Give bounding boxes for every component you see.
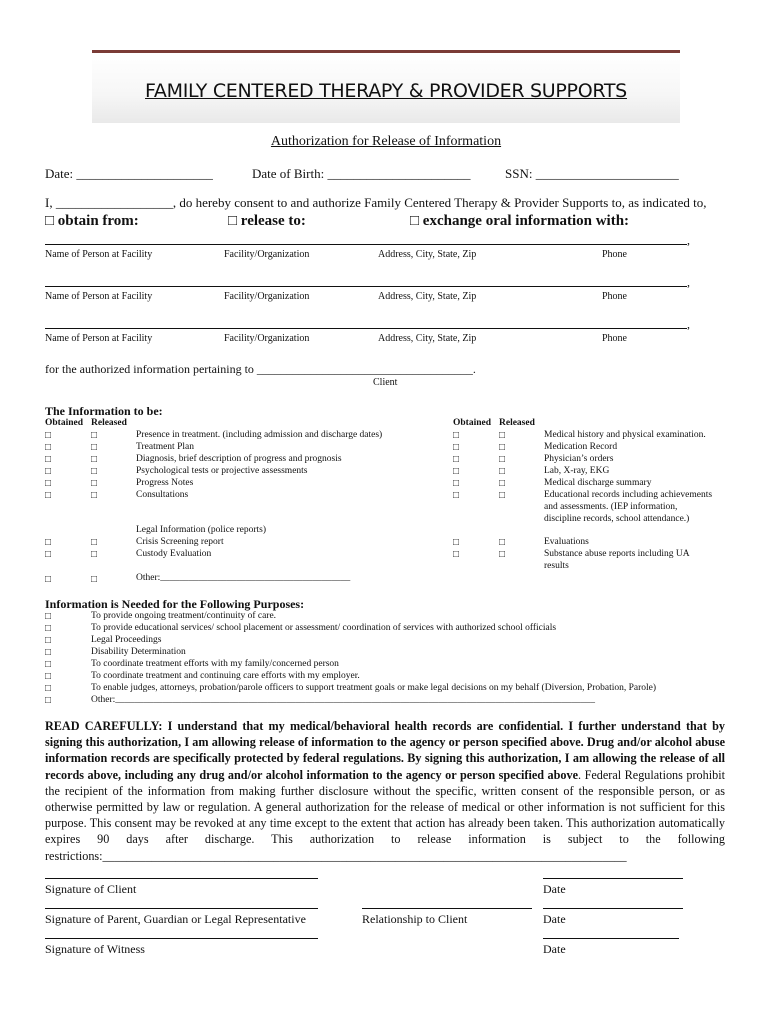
obtained-checkbox[interactable]: □ — [45, 574, 52, 585]
info-item: Educational records including achievements — [544, 490, 713, 500]
purpose-item: To provide educational services/ school placement or assessment/ coordination of services with authorized school officials — [91, 623, 557, 633]
contact-line-2[interactable] — [45, 286, 687, 287]
obtained-checkbox[interactable]: □ — [45, 490, 52, 501]
contact-line-1[interactable] — [45, 244, 687, 245]
consent-line[interactable]: I, __________________, do hereby consent to and authorize Family Centered Therapy & Provider Supports to, as indicated to, — [45, 195, 707, 210]
obtained-checkbox[interactable]: □ — [453, 442, 460, 453]
obtained-checkbox[interactable]: □ — [45, 442, 52, 453]
parent-signature-line[interactable] — [45, 908, 318, 909]
client-label: Client — [373, 377, 398, 388]
phone-label: Phone — [602, 249, 627, 260]
witness-signature-line[interactable] — [45, 938, 318, 939]
date-field[interactable]: Date: _____________________ — [45, 166, 213, 181]
obtained-checkbox[interactable]: □ — [45, 537, 52, 548]
released-checkbox[interactable]: □ — [499, 490, 506, 501]
obtained-checkbox[interactable]: □ — [45, 430, 52, 441]
name-label: Name of Person at Facility — [45, 291, 153, 302]
info-item: Treatment Plan — [136, 442, 194, 452]
name-label: Name of Person at Facility — [45, 333, 153, 344]
dob-field[interactable]: Date of Birth: ______________________ — [252, 166, 471, 181]
phone-label: Phone — [602, 291, 627, 302]
info-item: discipline records, school attendance.) — [544, 514, 690, 524]
obtained-checkbox[interactable]: □ — [45, 454, 52, 465]
info-item: Progress Notes — [136, 478, 194, 488]
name-label: Name of Person at Facility — [45, 249, 153, 260]
obtained-checkbox[interactable]: □ — [453, 537, 460, 548]
client-date-line[interactable] — [543, 878, 683, 879]
release-to-checkbox[interactable]: □ release to: — [228, 213, 306, 229]
obtained-checkbox[interactable]: □ — [453, 549, 460, 560]
purpose-item: To coordinate treatment and continuing care efforts with my employer. — [91, 671, 360, 681]
facility-label: Facility/Organization — [224, 249, 310, 260]
address-label: Address, City, State, Zip — [378, 249, 477, 260]
page-title: FAMILY CENTERED THERAPY & PROVIDER SUPPORTS — [145, 80, 627, 102]
purpose-checkbox[interactable]: □ — [45, 695, 52, 706]
purpose-checkbox[interactable]: □ — [45, 659, 52, 670]
released-checkbox[interactable]: □ — [499, 442, 506, 453]
address-label: Address, City, State, Zip — [378, 333, 477, 344]
info-item: Presence in treatment. (including admission and discharge dates) — [136, 430, 383, 440]
comma: , — [687, 275, 690, 289]
info-item: results — [544, 561, 569, 571]
phone-label: Phone — [602, 333, 627, 344]
info-heading: The Information to be: — [45, 404, 163, 418]
client-signature-label: Signature of Client — [45, 882, 137, 896]
obtained-checkbox[interactable]: □ — [453, 430, 460, 441]
released-checkbox[interactable]: □ — [499, 537, 506, 548]
released-checkbox[interactable]: □ — [91, 442, 98, 453]
purpose-item: Legal Proceedings — [91, 635, 162, 645]
facility-label: Facility/Organization — [224, 333, 310, 344]
purposes-heading: Information is Needed for the Following Purposes: — [45, 597, 305, 611]
released-checkbox[interactable]: □ — [91, 430, 98, 441]
obtained-checkbox[interactable]: □ — [453, 478, 460, 489]
released-checkbox[interactable]: □ — [91, 537, 98, 548]
purpose-checkbox[interactable]: □ — [45, 647, 52, 658]
info-item: Medical discharge summary — [544, 478, 652, 488]
released-checkbox[interactable]: □ — [91, 466, 98, 477]
obtained-checkbox[interactable]: □ — [453, 466, 460, 477]
read-carefully-text: . Federal Regulations prohibit the recipient of the information from making further disclosure without the specific, written consent of the responsible person, or as otherwise permitted by law or regulation. A general authorization for the release of medical or other information is not sufficient for this purpose. This consent may be revoked at any time except to the extent that action has already been taken. This authorization automatically expires 90 days after discharge. This authorization to release information is subject to the following restrictions:______________________________________________________________________________________ — [45, 767, 725, 863]
comma: , — [687, 317, 690, 331]
released-col-header: Released — [91, 418, 127, 428]
purpose-checkbox[interactable]: □ — [45, 623, 52, 634]
info-item: Consultations — [136, 490, 189, 500]
ssn-field[interactable]: SSN: ______________________ — [505, 166, 679, 181]
info-item: Legal Information (police reports) — [136, 525, 267, 535]
purpose-checkbox[interactable]: □ — [45, 611, 52, 622]
released-checkbox[interactable]: □ — [91, 574, 98, 585]
relationship-line[interactable] — [362, 908, 532, 909]
info-item: Medical history and physical examination. — [544, 430, 706, 440]
date-label: Date — [543, 882, 566, 896]
released-checkbox[interactable]: □ — [499, 466, 506, 477]
obtained-checkbox[interactable]: □ — [453, 490, 460, 501]
witness-date-line[interactable] — [543, 938, 679, 939]
read-carefully-paragraph — [45, 718, 725, 864]
purpose-item: To enable judges, attorneys, probation/parole officers to support treatment goals or make legal decisions on my behalf (Diversion, Probation, Parole) — [91, 683, 657, 693]
info-item: Crisis Screening report — [136, 537, 224, 547]
released-checkbox[interactable]: □ — [499, 549, 506, 560]
released-checkbox[interactable]: □ — [91, 478, 98, 489]
client-signature-line[interactable] — [45, 878, 318, 879]
obtained-checkbox[interactable]: □ — [45, 549, 52, 560]
purpose-checkbox[interactable]: □ — [45, 683, 52, 694]
purpose-item: Disability Determination — [91, 647, 186, 657]
purpose-item: To coordinate treatment efforts with my family/concerned person — [91, 659, 339, 669]
info-item: Psychological tests or projective assessments — [136, 466, 308, 476]
other-purpose-field[interactable]: Other:_____________________________________________________________________________________________________ — [91, 695, 596, 705]
released-checkbox[interactable]: □ — [91, 454, 98, 465]
form-subtitle: Authorization for Release of Information — [270, 134, 502, 149]
contact-line-3[interactable] — [45, 328, 687, 329]
info-item: Medication Record — [544, 442, 618, 452]
purpose-checkbox[interactable]: □ — [45, 635, 52, 646]
released-checkbox[interactable]: □ — [499, 430, 506, 441]
witness-signature-label: Signature of Witness — [45, 942, 145, 956]
obtain-from-checkbox[interactable]: □ obtain from: — [45, 213, 139, 229]
obtained-checkbox[interactable]: □ — [45, 478, 52, 489]
purpose-item: To provide ongoing treatment/continuity of care. — [91, 611, 277, 621]
relationship-label: Relationship to Client — [362, 912, 468, 926]
address-label: Address, City, State, Zip — [378, 291, 477, 302]
parent-date-line[interactable] — [543, 908, 683, 909]
released-checkbox[interactable]: □ — [91, 549, 98, 560]
obtained-checkbox[interactable]: □ — [453, 454, 460, 465]
pertaining-line[interactable]: for the authorized information pertaining to ____________________________________. — [45, 362, 476, 376]
released-checkbox[interactable]: □ — [499, 454, 506, 465]
info-item: Evaluations — [544, 537, 589, 547]
exchange-oral-checkbox[interactable]: □ exchange oral information with: — [410, 213, 630, 229]
info-item: Physician’s orders — [544, 454, 614, 464]
date-label: Date — [543, 912, 566, 926]
released-col-header: Released — [499, 418, 535, 428]
other-info-field[interactable]: Other:________________________________________ — [136, 573, 351, 583]
released-checkbox[interactable]: □ — [91, 490, 98, 501]
comma: , — [687, 233, 690, 247]
info-item: Custody Evaluation — [136, 549, 212, 559]
obtained-col-header: Obtained — [453, 418, 492, 428]
info-item: and assessments. (IEP information, — [544, 502, 678, 512]
info-item: Diagnosis, brief description of progress and prognosis — [136, 454, 342, 464]
obtained-col-header: Obtained — [45, 418, 84, 428]
released-checkbox[interactable]: □ — [499, 478, 506, 489]
info-item: Lab, X-ray, EKG — [544, 466, 610, 476]
facility-label: Facility/Organization — [224, 291, 310, 302]
parent-signature-label: Signature of Parent, Guardian or Legal Representative — [45, 912, 306, 926]
read-carefully-bold: READ CAREFULLY: I understand that my medical/behavioral health records are confidential. I further understand that by signing this authorization, I am allowing release of information to the agency or person specified above. Drug and/or alcohol abuse information records are specifically protected by federal regulations. By signing this authorization, I am allowing the release of all records above, including any drug and/or alcohol information to the agency or person specified above — [45, 719, 725, 782]
purpose-checkbox[interactable]: □ — [45, 671, 52, 682]
obtained-checkbox[interactable]: □ — [45, 466, 52, 477]
date-label: Date — [543, 942, 566, 956]
info-item: Substance abuse reports including UA — [544, 549, 690, 559]
